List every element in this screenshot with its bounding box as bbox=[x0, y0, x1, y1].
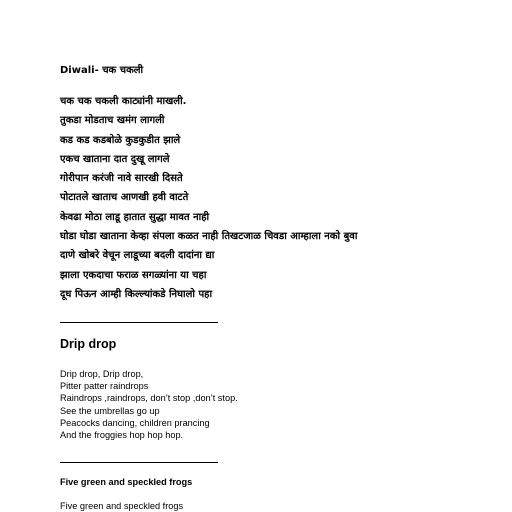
section-divider bbox=[60, 322, 218, 323]
marathi-poem bbox=[60, 92, 357, 304]
poem-heading: Five green and speckled frogs bbox=[60, 477, 193, 487]
poem-line: तुकडा मोडताच खमंग लागली bbox=[60, 115, 165, 127]
poem-line: Peacocks dancing, children prancing bbox=[60, 417, 210, 428]
poem-line: गोरीपान करंजी नावे सारखी दिसते bbox=[60, 173, 183, 185]
poem-line: See the umbrellas go up bbox=[60, 405, 160, 416]
poem-line: घोडा घोडा खाताना केव्हा संपला कळत नाही तिखटजाळ चिवडा आम्हाला नको बुवा bbox=[60, 231, 358, 243]
page-title: Diwali- चक चकली bbox=[60, 65, 144, 76]
poem-line: Raindrops ,raindrops, don’t stop ,don’t stop. bbox=[60, 393, 238, 404]
poem-line: पोटातले खाताच आणखी हवी वाटते bbox=[60, 192, 189, 204]
poem-line: दूध पिऊन आम्ही किल्ल्यांकडे निघालो पहा bbox=[60, 288, 213, 300]
poem-line: Drip drop, Drip drop, bbox=[60, 369, 144, 379]
poem-line: झाला एकदाचा फराळ सगळ्यांना या चहा bbox=[60, 269, 207, 281]
poem-line: And the froggies hop hop hop. bbox=[60, 429, 184, 440]
poem-line: Pitter patter raindrops bbox=[60, 381, 149, 392]
poem-line: Five green and speckled frogs bbox=[60, 501, 184, 511]
poem-line: कड कड कडबोळे कुडकुडीत झाले bbox=[60, 134, 181, 146]
poem-line: चक चक चकली काट्यांनी माखली. bbox=[60, 96, 187, 107]
english-poem bbox=[60, 368, 238, 441]
poem-heading: Drip drop bbox=[60, 337, 117, 351]
poem-line: एकच खाताना दात दुखू लागले bbox=[60, 153, 170, 165]
section-divider bbox=[60, 462, 218, 463]
poem-line: केवढा मोठा लाडू हातात सुद्धा मावत नाही bbox=[60, 211, 210, 223]
poem-line: दाणे खोबरे वेचून लाडूच्या बदली दादांना द्या bbox=[60, 250, 215, 262]
